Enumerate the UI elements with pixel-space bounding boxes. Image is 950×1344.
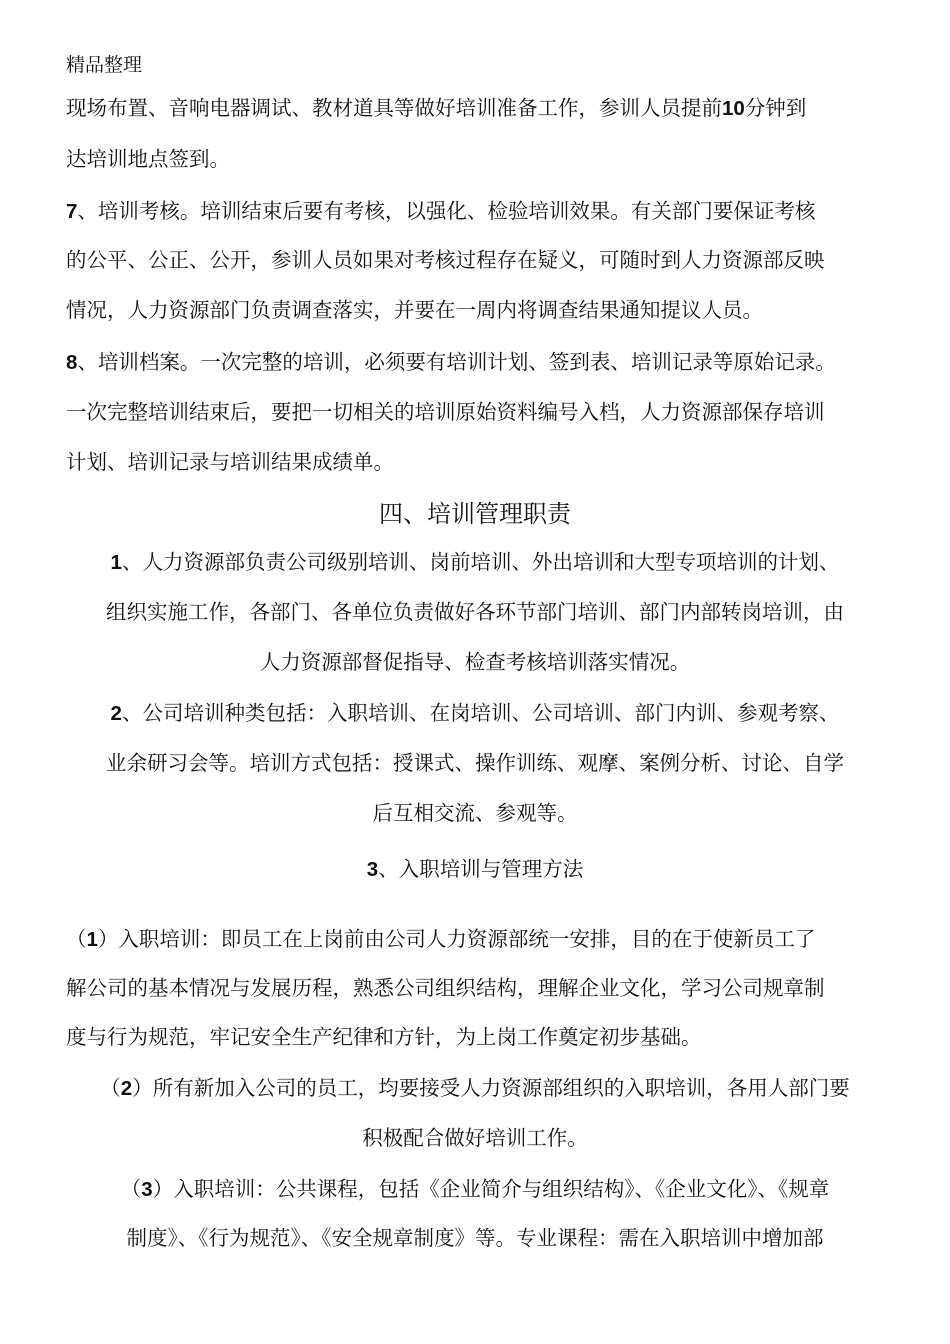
section-4-p2-line (0, 699, 950, 727)
paren-open: （ (120, 1177, 142, 1201)
paragraph-line: 达培训地点签到。 (66, 147, 230, 171)
text-segment: 现场布置、音响电器调试、教材道具等做好培训准备工作，参训人员提前 (66, 96, 722, 120)
item-number: 3 (141, 1178, 153, 1201)
text-segment: 、培训考核。培训结束后要有考核，以强化、检验培训效果。有关部门要保证考核 (77, 199, 816, 223)
item-8-line (66, 348, 836, 376)
item-number: 7 (66, 200, 78, 223)
section-4-p2-line: 后互相交流、参观等。 (372, 801, 578, 825)
item-7-line: 的公平、公正、公开，参训人员如果对考核过程存在疑义，可随时到人力资源部反映 (66, 248, 825, 272)
sub-item-2-line: 积极配合做好培训工作。 (362, 1126, 588, 1150)
text-segment: 分钟到 (744, 96, 807, 120)
text-segment: 、人力资源部负责公司级别培训、岗前培训、外出培训和大型专项培训的计划、 (121, 550, 840, 574)
item-8-line: 计划、培训记录与培训结果成绩单。 (66, 450, 394, 474)
text-segment: 、公司培训种类包括：入职培训、在岗培训、公司培训、部门内训、参观考察、 (121, 701, 840, 725)
item-number: 3 (366, 858, 379, 881)
item-7-line (66, 197, 815, 225)
item-8-line: 一次完整培训结束后，要把一切相关的培训原始资料编号入档，人力资源部保存培训 (66, 400, 825, 424)
text-segment: ）所有新加入公司的员工，均要接受人力资源部组织的入职培训，各用人部门要 (132, 1076, 850, 1100)
section-heading: 四、培训管理职责 (379, 500, 571, 528)
item-number: 2 (110, 702, 122, 725)
page-header-label: 精品整理 (66, 54, 143, 76)
sub-item-2-line (0, 1074, 950, 1102)
item-7-line: 情况，人力资源部门负责调查落实，并要在一周内将调查结果通知提议人员。 (66, 298, 763, 322)
sub-item-3-line: 制度》、《行为规范》、《安全规章制度》等。专业课程：需在入职培训中增加部 (126, 1226, 824, 1250)
paren-open: （ (100, 1076, 121, 1100)
item-number: 1 (86, 928, 98, 951)
text-segment: ）入职培训：公共课程，包括《企业简介与组织结构》、《企业文化》、《规章 (152, 1177, 830, 1201)
sub-item-1-line: 度与行为规范，牢记安全生产纪律和方针，为上岗工作奠定初步基础。 (66, 1025, 702, 1049)
paragraph-line (66, 94, 806, 122)
section-4-p1-line (0, 548, 950, 576)
section-4-p1-line: 人力资源部督促指导、检查考核培训落实情况。 (259, 650, 691, 674)
sub-item-1-line: 解公司的基本情况与发展历程，熟悉公司组织结构，理解企业文化，学习公司规章制 (66, 976, 825, 1000)
paren-open: （ (66, 927, 87, 951)
minutes-number: 10 (722, 97, 745, 120)
item-number: 2 (120, 1077, 133, 1100)
item-number: 1 (110, 551, 122, 574)
sub-item-3-line (0, 1175, 950, 1203)
text-segment: 、入职培训与管理方法 (378, 857, 584, 881)
section-4-p1-line: 组织实施工作，各部门、各单位负责做好各环节部门培训、部门内部转岗培训，由 (106, 600, 844, 624)
section-4-p3-title (0, 855, 950, 883)
text-segment: 、培训档案。一次完整的培训，必须要有培训计划、签到表、培训记录等原始记录。 (77, 350, 836, 374)
sub-item-1-line (66, 925, 815, 953)
item-number: 8 (66, 351, 78, 374)
text-segment: ）入职培训：即员工在上岗前由公司人力资源部统一安排，目的在于使新员工了 (97, 927, 816, 951)
section-4-p2-line: 业余研习会等。培训方式包括：授课式、操作训练、观摩、案例分析、讨论、自学 (106, 751, 844, 775)
